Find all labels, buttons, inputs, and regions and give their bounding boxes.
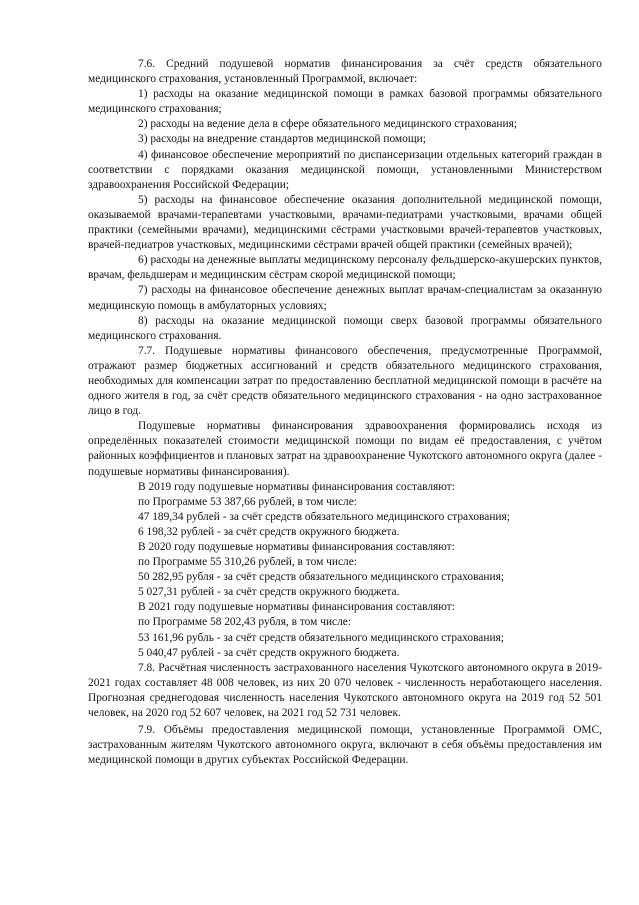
paragraph-7-8: 7.8. Расчётная численность застрахованного населения Чукотского автономного округа в 2019-2021 годах составляет 48 008 человек, из них 20 070 человек - численность неработающего населения. Прогнозная среднегодовая численность населения Чукотского автономного округа на 2019 год 52 501 человек, на 2020 год 52 607 человек, на 2021 год 52 731 человек.: [88, 661, 602, 720]
year-2019-total: по Программе 53 387,66 рублей, в том числе:: [138, 495, 357, 508]
year-2019-heading: В 2019 году подушевые нормативы финансирования составляют:: [138, 480, 455, 493]
list-item-6: 6) расходы на денежные выплаты медицинскому персоналу фельдшерско-акушерских пунктов, врачам, фельдшерам и медицинским сёстрам скорой медицинской помощи;: [88, 254, 602, 282]
year-2020-oms: 50 282,95 рубля - за счёт средств обязательного медицинского страхования;: [138, 571, 505, 584]
year-2020-budget: 5 027,31 рублей - за счёт средств окружного бюджета.: [138, 586, 400, 599]
list-item-3: 3) расходы на внедрение стандартов медицинской помощи;: [138, 133, 426, 146]
paragraph-normatives-intro: Подушевые нормативы финансирования здравоохранения формировались исходя из определённых показателей стоимости медицинской помощи по видам её предоставления, с учётом районных коэффициентов и плановых затрат на здравоохранение Чукотского автономного округа (далее - подушевые нормативы финансирования).: [88, 420, 602, 478]
list-item-2: 2) расходы на ведение дела в сфере обязательного медицинского страхования;: [138, 118, 518, 131]
year-2019-oms: 47 189,34 рублей - за счёт средств обязательного медицинского страхования;: [138, 510, 510, 523]
list-item-1: 1) расходы на оказание медицинской помощи в рамках базовой программы обязательного медицинского страхования;: [88, 88, 602, 116]
year-2021-budget: 5 040,47 рублей - за счёт средств окружного бюджета.: [138, 646, 400, 659]
paragraph-7-7: 7.7. Подушевые нормативы финансового обеспечения, предусмотренные Программой, отражают размер бюджетных ассигнований и средств обязательного медицинского страхования, необходимых для компенсации затрат по предоставлению бесплатной медицинской помощи в расчёте на одного жителя в год, за счёт средств обязательного медицинского страхования - на одно застрахованное лицо в год.: [88, 344, 602, 418]
year-2021-heading: В 2021 году подушевые нормативы финансирования составляют:: [138, 601, 455, 614]
year-2021-total: по Программе 58 202,43 рубля, в том числе:: [138, 616, 352, 629]
year-2021-oms: 53 161,96 рубль - за счёт средств обязательного медицинского страхования;: [138, 631, 504, 644]
paragraph-7-6: 7.6. Средний подушевой норматив финансирования за счёт средств обязательного медицинского страхования, установленный Программой, включает:: [88, 58, 602, 86]
list-item-4: 4) финансовое обеспечение мероприятий по диспансеризации отдельных категорий граждан в соответствии с порядками оказания медицинской помощи, установленными Министерством здравоохранения Российской Федерации;: [88, 148, 602, 191]
document-page: [88, 57, 602, 768]
list-item-8: 8) расходы на оказание медицинской помощи сверх базовой программы обязательного медицинского страхования.: [88, 314, 602, 342]
year-2020-heading: В 2020 году подушевые нормативы финансирования составляют:: [138, 541, 455, 553]
list-item-7: 7) расходы на финансовое обеспечение денежных выплат врачам-специалистам за оказанную медицинскую помощь в амбулаторных условиях;: [88, 284, 602, 312]
year-2020-total: по Программе 55 310,26 рублей, в том числе:: [138, 556, 357, 569]
paragraph-7-9: 7.9. Объёмы предоставления медицинской помощи, установленные Программой ОМС, застрахованным жителям Чукотского автономного округа, включают в себя объёмы предоставления им медицинской помощи в других субъектах Российской Федерации.: [88, 724, 602, 767]
year-2019-budget: 6 198,32 рублей - за счёт средств окружного бюджета.: [138, 525, 400, 538]
list-item-5: 5) расходы на финансовое обеспечение оказания дополнительной медицинской помощи, оказываемой врачами-терапевтами участковыми, врачами-педиатрами участковыми, врачами общей практики (семейными врачами), медицинскими сёстрами участковыми врачей-терапевтов участковых, врачей-педиатров участковых, медицинскими сёстрами врачей общей практики (семейных врачей);: [88, 193, 602, 252]
